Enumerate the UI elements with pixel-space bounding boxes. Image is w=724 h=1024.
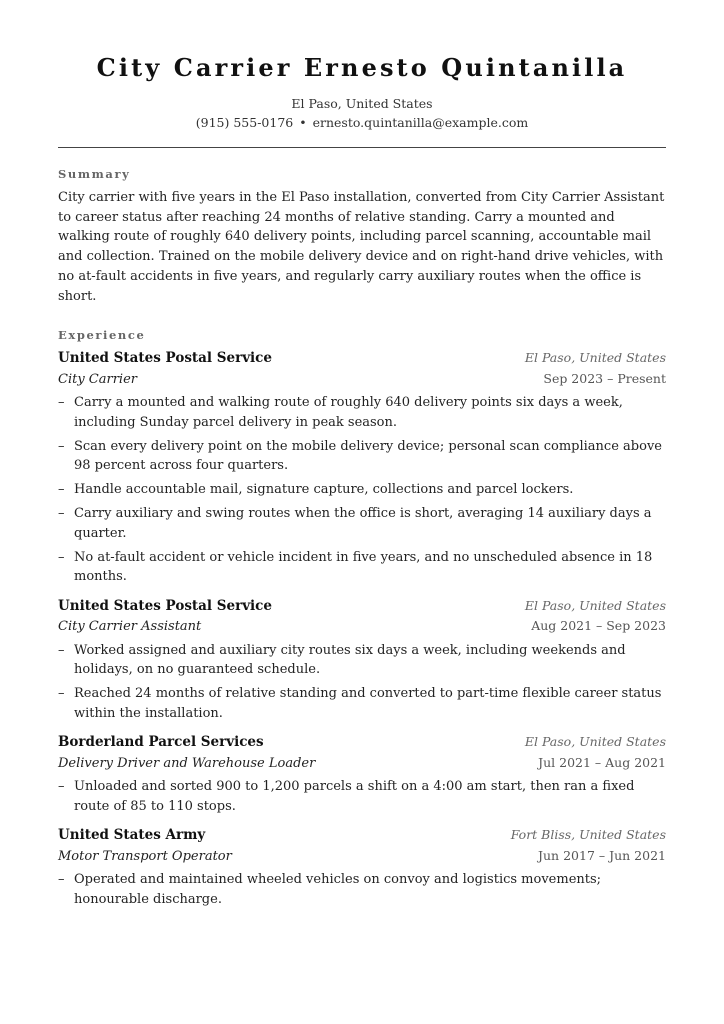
- job-dates: Sep 2023 – Present: [543, 370, 666, 386]
- header-divider: [58, 147, 666, 148]
- job-header-row: [58, 825, 666, 846]
- job-title: City Carrier: [58, 371, 137, 387]
- job-bullet: [58, 504, 666, 543]
- bullet-dash: –: [58, 549, 65, 565]
- bullet-dash: –: [58, 686, 65, 702]
- job-location: El Paso, United States: [524, 734, 666, 750]
- bullet-text: Reached 24 months of relative standing and converted to part-time flexible career status within the installation.: [74, 686, 662, 721]
- job-employer: United States Postal Service: [58, 350, 272, 367]
- bullet-text: No at-fault accident or vehicle incident in five years, and no unscheduled absence in 18 months.: [74, 549, 653, 585]
- candidate-location: El Paso, United States: [291, 96, 433, 111]
- job-bullet: [58, 480, 666, 500]
- job-header-row: [58, 348, 666, 369]
- bullet-dash: –: [58, 482, 65, 498]
- job-title-row: [58, 753, 666, 774]
- bullet-text: Worked assigned and auxiliary city routes six days a week, including weekends and holidays, on no guaranteed schedule.: [74, 642, 626, 678]
- job-employer: United States Postal Service: [58, 597, 272, 614]
- job-bullet: [58, 393, 666, 432]
- job-entry: [58, 825, 666, 909]
- job-entry: [58, 596, 666, 724]
- job-title-row: [58, 846, 666, 867]
- experience-heading: Experience: [58, 328, 146, 343]
- job-bullet: [58, 548, 666, 587]
- job-bullet: [58, 870, 666, 909]
- job-title-row: [58, 369, 666, 390]
- bullet-dash: –: [58, 506, 65, 522]
- summary-section: [58, 166, 666, 306]
- summary-text: City carrier with five years in the El Paso installation, converted from City Carrier Assistant to career status after reaching 24 months of relative standing. Carry a mounted and walking route of roughly 640 delivery points, including parcel scanning, accountable mail and collection. Trained on the mobile delivery device and on right-hand drive vehicles, with no at-fault accidents in five years, and regularly carry auxiliary routes when the office is short.: [58, 190, 665, 304]
- bullet-text: Unloaded and sorted 900 to 1,200 parcels a shift on a 4:00 am start, then ran a fixed route of 85 to 110 stops.: [74, 779, 635, 814]
- job-dates: Aug 2021 – Sep 2023: [531, 618, 666, 634]
- job-bullet: [58, 684, 666, 723]
- job-title: Delivery Driver and Warehouse Loader: [58, 755, 316, 771]
- bullet-dash: –: [58, 395, 65, 411]
- summary-heading: Summary: [58, 167, 131, 181]
- bullet-text: Operated and maintained wheeled vehicles on convoy and logistics movements; honourable discharge.: [74, 872, 602, 907]
- job-employer: United States Army: [58, 827, 206, 844]
- job-bullets: [58, 641, 666, 724]
- job-title: Motor Transport Operator: [58, 848, 232, 864]
- phone-number: (915) 555-0176: [195, 115, 294, 130]
- bullet-text: Scan every delivery point on the mobile delivery device; personal scan compliance above 98 percent across four quarters.: [74, 438, 662, 474]
- contact-line: [58, 113, 666, 132]
- job-dates: Jun 2017 – Jun 2021: [538, 847, 666, 863]
- job-title: City Carrier Assistant: [58, 619, 202, 635]
- job-bullets: [58, 393, 666, 587]
- job-bullets: [58, 777, 666, 816]
- email-address: ernesto.quintanilla@example.com: [312, 115, 529, 130]
- job-location: El Paso, United States: [524, 597, 666, 613]
- job-header-row: [58, 596, 666, 617]
- job-bullets: [58, 870, 666, 909]
- job-location: Fort Bliss, United States: [510, 827, 666, 843]
- experience-section: [58, 327, 666, 909]
- bullet-dash: –: [58, 438, 65, 454]
- bullet-dash: –: [58, 872, 65, 888]
- job-header-row: [58, 732, 666, 753]
- job-entry: [58, 732, 666, 816]
- job-dates: Jul 2021 – Aug 2021: [538, 754, 666, 770]
- candidate-name: City Carrier Ernesto Quintanilla: [96, 53, 628, 82]
- bullet-dash: –: [58, 642, 65, 658]
- contact-separator: •: [299, 115, 307, 130]
- bullet-dash: –: [58, 779, 65, 795]
- job-bullet: [58, 777, 666, 816]
- job-bullet: [58, 437, 666, 476]
- job-bullet: [58, 641, 666, 680]
- bullet-text: Handle accountable mail, signature capture, collections and parcel lockers.: [74, 482, 574, 498]
- bullet-text: Carry a mounted and walking route of roughly 640 delivery points six days a week, including Sunday parcel delivery in peak season.: [74, 395, 623, 430]
- job-entry: [58, 348, 666, 587]
- job-title-row: [58, 616, 666, 637]
- job-employer: Borderland Parcel Services: [58, 734, 264, 751]
- bullet-text: Carry auxiliary and swing routes when the office is short, averaging 14 auxiliary days a quarter.: [74, 506, 652, 541]
- job-location: El Paso, United States: [524, 350, 666, 366]
